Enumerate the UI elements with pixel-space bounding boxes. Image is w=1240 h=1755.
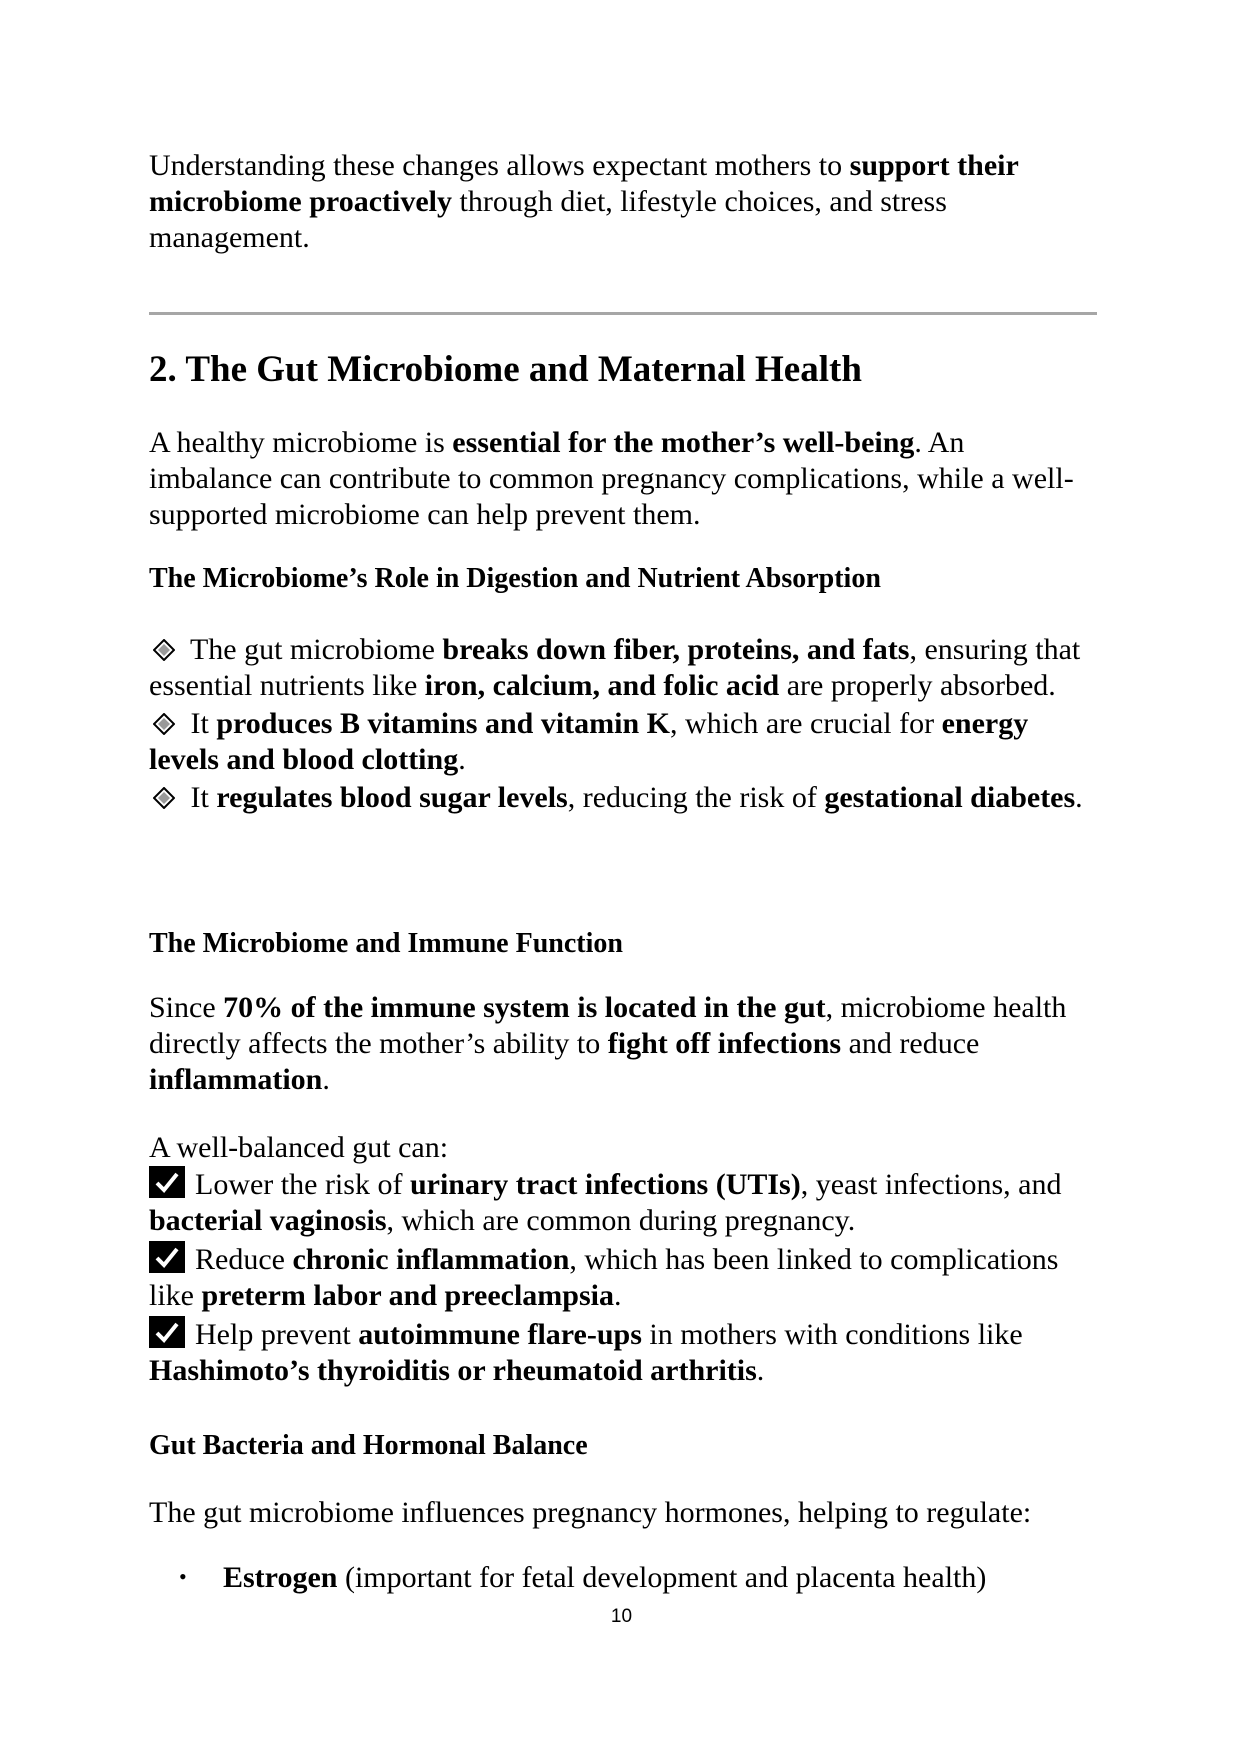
digestion-bullet-list	[149, 632, 1094, 816]
checkmark-icon	[149, 1166, 185, 1198]
list-item: • Estrogen (important for fetal development and placenta health)	[179, 1561, 987, 1594]
bullet-icon: •	[179, 1564, 187, 1589]
section-intro-paragraph: A healthy microbiome is essential for the mother’s well-being. An imbalance can contribute to common pregnancy complications, while a well-supported microbiome can help prevent them.	[149, 426, 1074, 531]
immune-item: Lower the risk of urinary tract infections (UTIs), yeast infections, and bacterial vaginosis, which are common during pregnancy.	[149, 1168, 1062, 1237]
immune-benefits	[149, 1130, 1094, 1389]
immune-item: Reduce chronic inflammation, which has been linked to complications like preterm labor and preeclampsia.	[149, 1243, 1059, 1312]
diamond-bullet-icon	[153, 787, 175, 809]
immune-paragraph: Since 70% of the immune system is located in the gut, microbiome health directly affects the mother’s ability to fight off infections and reduce inflammation.	[149, 991, 1067, 1096]
immune-heading: The Microbiome and Immune Function	[149, 928, 623, 959]
horizontal-divider	[149, 312, 1097, 315]
section-title: 2. The Gut Microbiome and Maternal Health	[149, 349, 862, 390]
page-number: 10	[610, 1606, 633, 1627]
hormones-list	[179, 1559, 1079, 1596]
checkmark-icon	[149, 1316, 185, 1348]
checkmark-icon	[149, 1241, 185, 1273]
digestion-item: It produces B vitamins and vitamin K, which are crucial for energy levels and blood clotting.	[149, 707, 1029, 776]
digestion-item: The gut microbiome breaks down fiber, proteins, and fats, ensuring that essential nutrients like iron, calcium, and folic acid are properly absorbed.	[149, 633, 1081, 702]
hormones-paragraph: The gut microbiome influences pregnancy hormones, helping to regulate:	[149, 1496, 1032, 1529]
digestion-heading: The Microbiome’s Role in Digestion and Nutrient Absorption	[149, 563, 881, 594]
diamond-bullet-icon	[153, 713, 175, 735]
intro-paragraph: Understanding these changes allows expectant mothers to support their microbiome proactively through diet, lifestyle choices, and stress management.	[149, 149, 1019, 254]
immune-item: Help prevent autoimmune flare-ups in mothers with conditions like Hashimoto’s thyroiditis or rheumatoid arthritis.	[149, 1318, 1023, 1387]
hormones-heading: Gut Bacteria and Hormonal Balance	[149, 1430, 588, 1461]
diamond-bullet-icon	[153, 639, 175, 661]
immune-lead: A well-balanced gut can:	[149, 1131, 449, 1164]
digestion-item: It regulates blood sugar levels, reducing the risk of gestational diabetes.	[149, 780, 1094, 816]
